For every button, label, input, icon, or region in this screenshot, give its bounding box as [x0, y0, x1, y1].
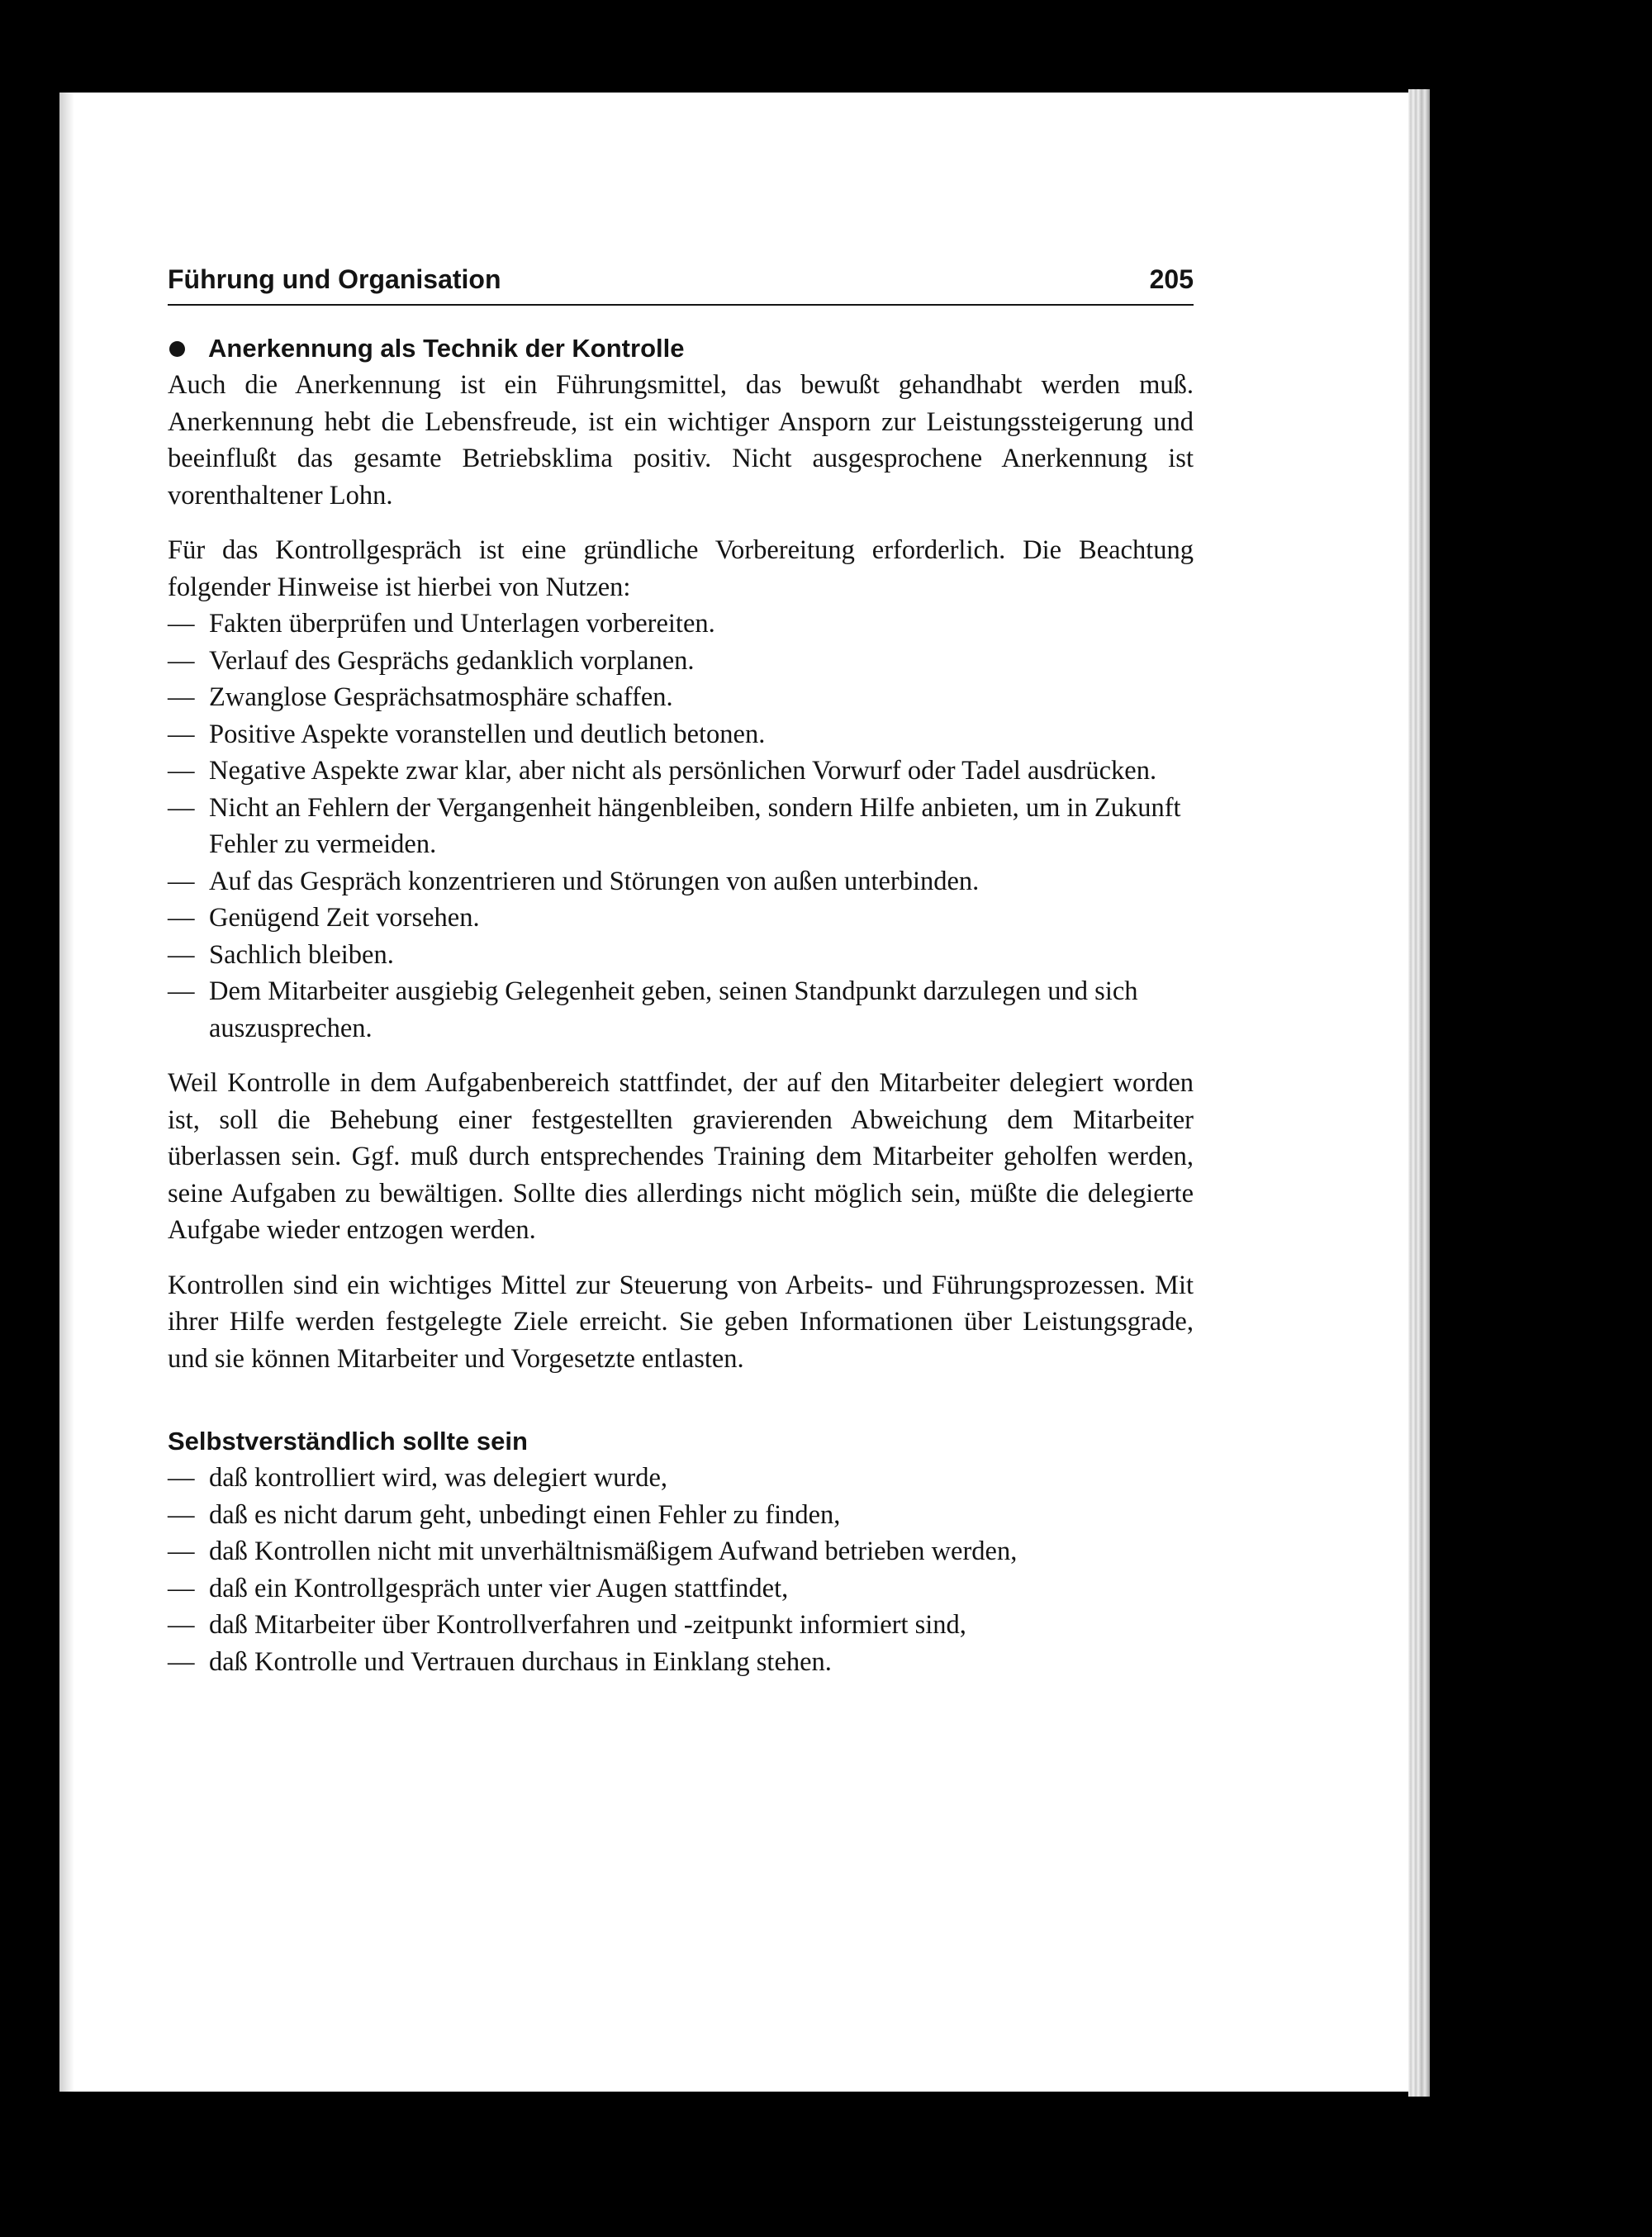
- list-item: — daß Kontrolle und Vertrauen durchaus in Einklang stehen.: [168, 1644, 1194, 1681]
- list-item: — Fakten überprüfen und Unterlagen vorbereiten.: [168, 606, 1194, 643]
- running-head-title: Führung und Organisation: [168, 264, 501, 294]
- bullet-icon: [169, 341, 185, 357]
- self-evident-list: [168, 1460, 1194, 1680]
- list-item: — daß kontrolliert wird, was delegiert wurde,: [168, 1460, 1194, 1497]
- list-item: — daß es nicht darum geht, unbedingt einen Fehler zu finden,: [168, 1497, 1194, 1534]
- page-edge-stack: [1408, 89, 1430, 2097]
- list-item: — Negative Aspekte zwar klar, aber nicht als persönlichen Vorwurf oder Tadel ausdrücken.: [168, 753, 1194, 790]
- self-evident-heading: Selbstverständlich sollte sein: [168, 1427, 528, 1456]
- list-item: — Positive Aspekte voranstellen und deutlich betonen.: [168, 716, 1194, 753]
- list-item: — Zwanglose Gesprächsatmosphäre schaffen.: [168, 679, 1194, 716]
- list-item: — daß Mitarbeiter über Kontrollverfahren und -zeitpunkt informiert sind,: [168, 1607, 1194, 1644]
- section-heading: [168, 330, 1194, 367]
- gutter-shadow: [59, 93, 74, 2092]
- page-number: 205: [1149, 264, 1194, 294]
- list-item: — Dem Mitarbeiter ausgiebig Gelegenheit geben, seinen Standpunkt darzulegen und sich auszusprechen.: [168, 973, 1194, 1047]
- list-item: — Auf das Gespräch konzentrieren und Störungen von außen unterbinden.: [168, 863, 1194, 900]
- list-item: — Nicht an Fehlern der Vergangenheit hängenbleiben, sondern Hilfe anbieten, um in Zukunft Fehler zu vermeiden.: [168, 790, 1194, 863]
- tips-list: [168, 606, 1194, 1047]
- list-item: — Genügend Zeit vorsehen.: [168, 900, 1194, 937]
- page-content: [168, 263, 1194, 1680]
- section-heading-text: Anerkennung als Technik der Kontrolle: [208, 334, 685, 363]
- list-item: — daß Kontrollen nicht mit unverhältnismäßigem Aufwand betrieben werden,: [168, 1533, 1194, 1570]
- list-item: — Verlauf des Gesprächs gedanklich vorplanen.: [168, 643, 1194, 680]
- list-item: — Sachlich bleiben.: [168, 937, 1194, 974]
- delegation-paragraph: Weil Kontrolle in dem Aufgabenbereich stattfindet, der auf den Mitarbeiter delegiert worden ist, soll die Behebung einer festgestellten gravierenden Abweichung dem Mitarbeiter überlassen sein. Ggf. muß durch entsprechendes Training dem Mitarbeiter geholfen werden, seine Aufgaben zu bewältigen. Sollte dies allerdings nicht möglich sein, müßte die delegierte Aufgabe wieder entzogen werden.: [168, 1068, 1194, 1245]
- control-paragraph: Kontrollen sind ein wichtiges Mittel zur Steuerung von Arbeits- und Führungsprozessen. Mit ihrer Hilfe werden festgelegte Ziele erreicht. Sie geben Informationen über Leistungsgrade, und sie können Mitarbeiter und Vorgesetzte entlasten.: [168, 1270, 1194, 1374]
- intro-paragraph: Auch die Anerkennung ist ein Führungsmittel, das bewußt gehandhabt werden muß. Anerkennung hebt die Lebensfreude, ist ein wichtiger Ansporn zur Leistungssteigerung und beeinflußt das gesamte Betriebsklima positiv. Nicht ausgesprochene Anerkennung ist vorenthaltener Lohn.: [168, 370, 1194, 511]
- list-item: — daß ein Kontrollgespräch unter vier Augen stattfindet,: [168, 1570, 1194, 1608]
- preparation-paragraph: Für das Kontrollgespräch ist eine gründliche Vorbereitung erforderlich. Die Beachtung folgender Hinweise ist hierbei von Nutzen:: [168, 535, 1194, 602]
- running-head: [168, 263, 1194, 306]
